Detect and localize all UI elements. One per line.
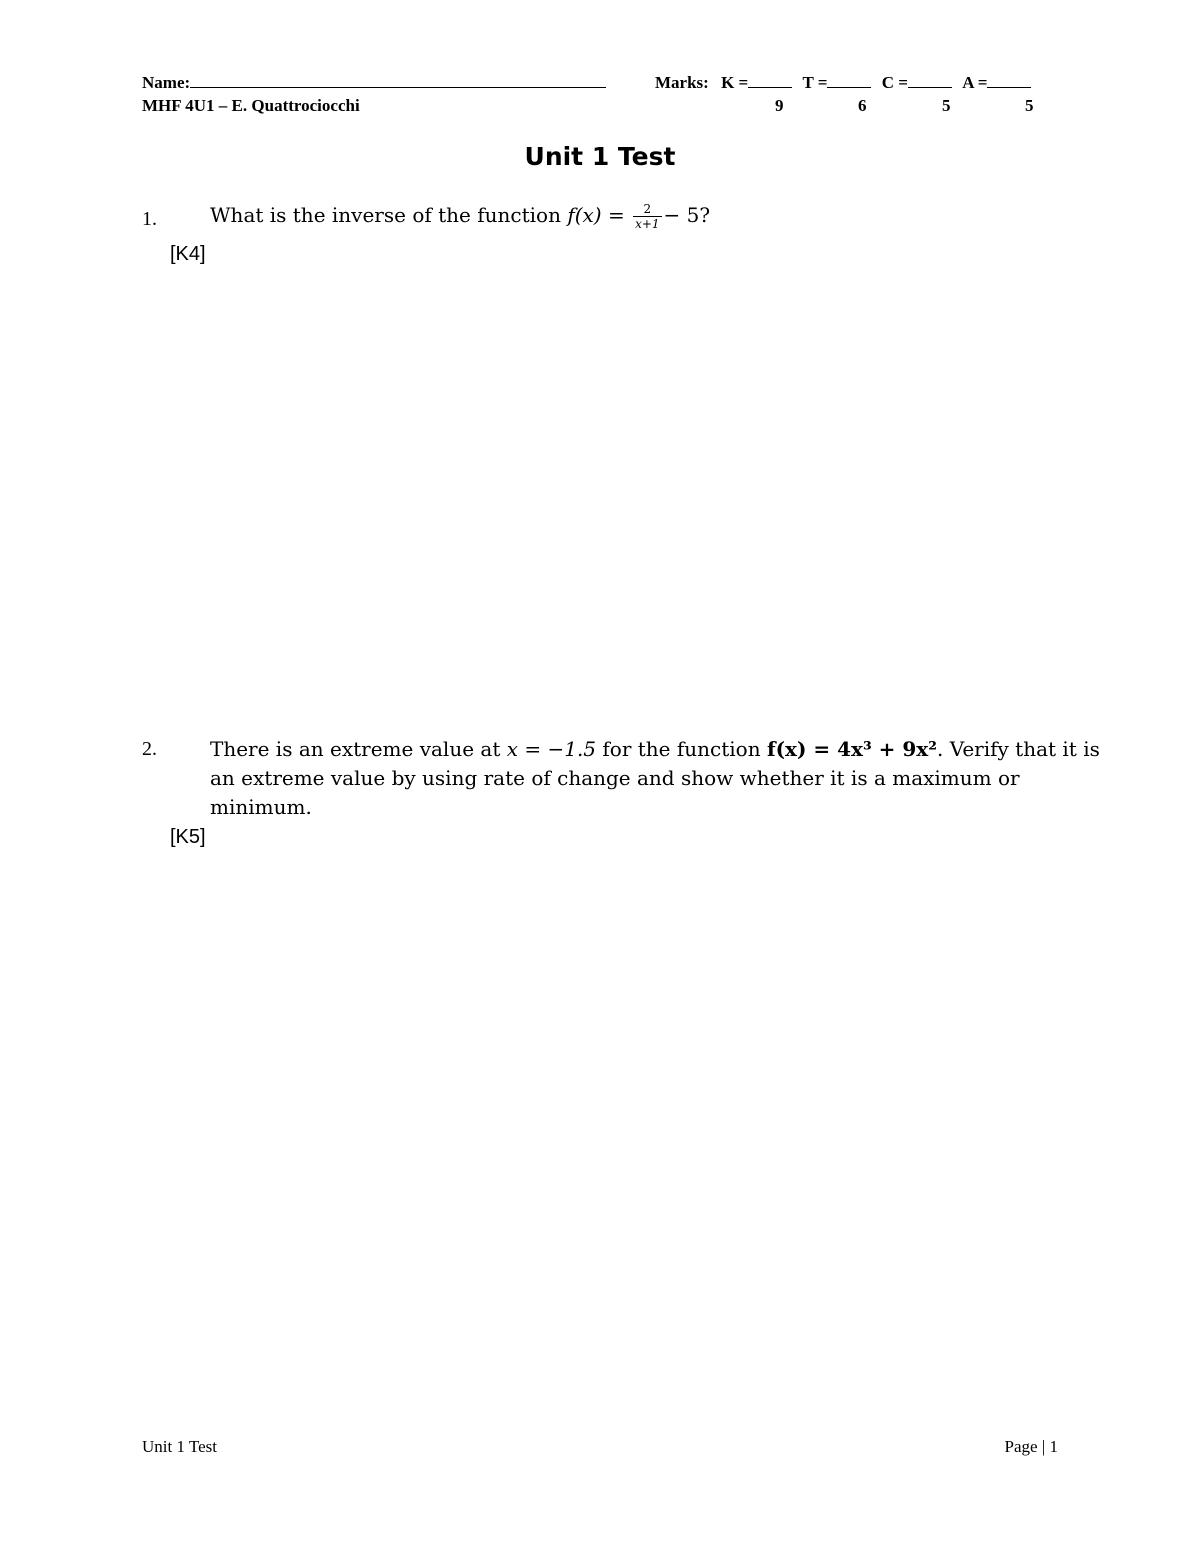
q2-math-x: x = −1.5 bbox=[506, 737, 597, 761]
q2-math-f: f(x) = 4x³ + 9x² bbox=[766, 737, 937, 761]
question-2-number: 2. bbox=[142, 738, 157, 760]
q2-text-c: . Verify that it is bbox=[937, 737, 1100, 761]
q2-text-b: for the function bbox=[596, 737, 767, 761]
q2-line-1 bbox=[210, 735, 1100, 764]
question-1-marks: [K4] bbox=[170, 243, 206, 265]
q2-text-a: There is an extreme value at bbox=[210, 737, 507, 761]
q2-line-2: an extreme value by using rate of change and show whether it is a maximum or bbox=[210, 766, 1020, 790]
marks-label: Marks: bbox=[655, 73, 709, 92]
mark-t-label: T = bbox=[802, 73, 828, 92]
footer-page-number: Page | 1 bbox=[1004, 1437, 1058, 1456]
marks-row bbox=[655, 72, 1031, 93]
name-blank bbox=[190, 72, 606, 88]
mark-t-outof: 6 bbox=[858, 96, 867, 115]
name-field bbox=[142, 72, 606, 93]
mark-a-blank bbox=[987, 72, 1031, 88]
mark-k-label: K = bbox=[721, 73, 749, 92]
q1-frac-den: x+1 bbox=[635, 217, 660, 231]
mark-t-blank bbox=[827, 72, 871, 88]
q1-math-tail: − 5 bbox=[663, 203, 700, 227]
q2-line-3: minimum. bbox=[210, 795, 312, 819]
mark-k-outof: 9 bbox=[775, 96, 784, 115]
mark-c-outof: 5 bbox=[942, 96, 951, 115]
question-2-text bbox=[210, 735, 1100, 822]
q1-text-before: What is the inverse of the function bbox=[210, 203, 568, 227]
question-2-marks: [K5] bbox=[170, 826, 206, 848]
q1-frac-num: 2 bbox=[633, 202, 661, 217]
mark-a-outof: 5 bbox=[1025, 96, 1034, 115]
question-1-number: 1. bbox=[142, 208, 157, 230]
mark-c-label: C = bbox=[881, 73, 908, 92]
q1-fraction bbox=[633, 202, 661, 231]
mark-k-blank bbox=[748, 72, 792, 88]
mark-a-label: A = bbox=[962, 73, 988, 92]
footer-left: Unit 1 Test bbox=[142, 1437, 217, 1456]
course-line: MHF 4U1 – E. Quattrociocchi bbox=[142, 96, 360, 115]
name-label: Name: bbox=[142, 73, 191, 92]
q1-math-fx: f(x) = bbox=[567, 203, 625, 227]
page-title: Unit 1 Test bbox=[524, 142, 676, 171]
question-1-text bbox=[210, 201, 710, 231]
q1-text-after: ? bbox=[699, 203, 711, 227]
mark-c-blank bbox=[908, 72, 952, 88]
